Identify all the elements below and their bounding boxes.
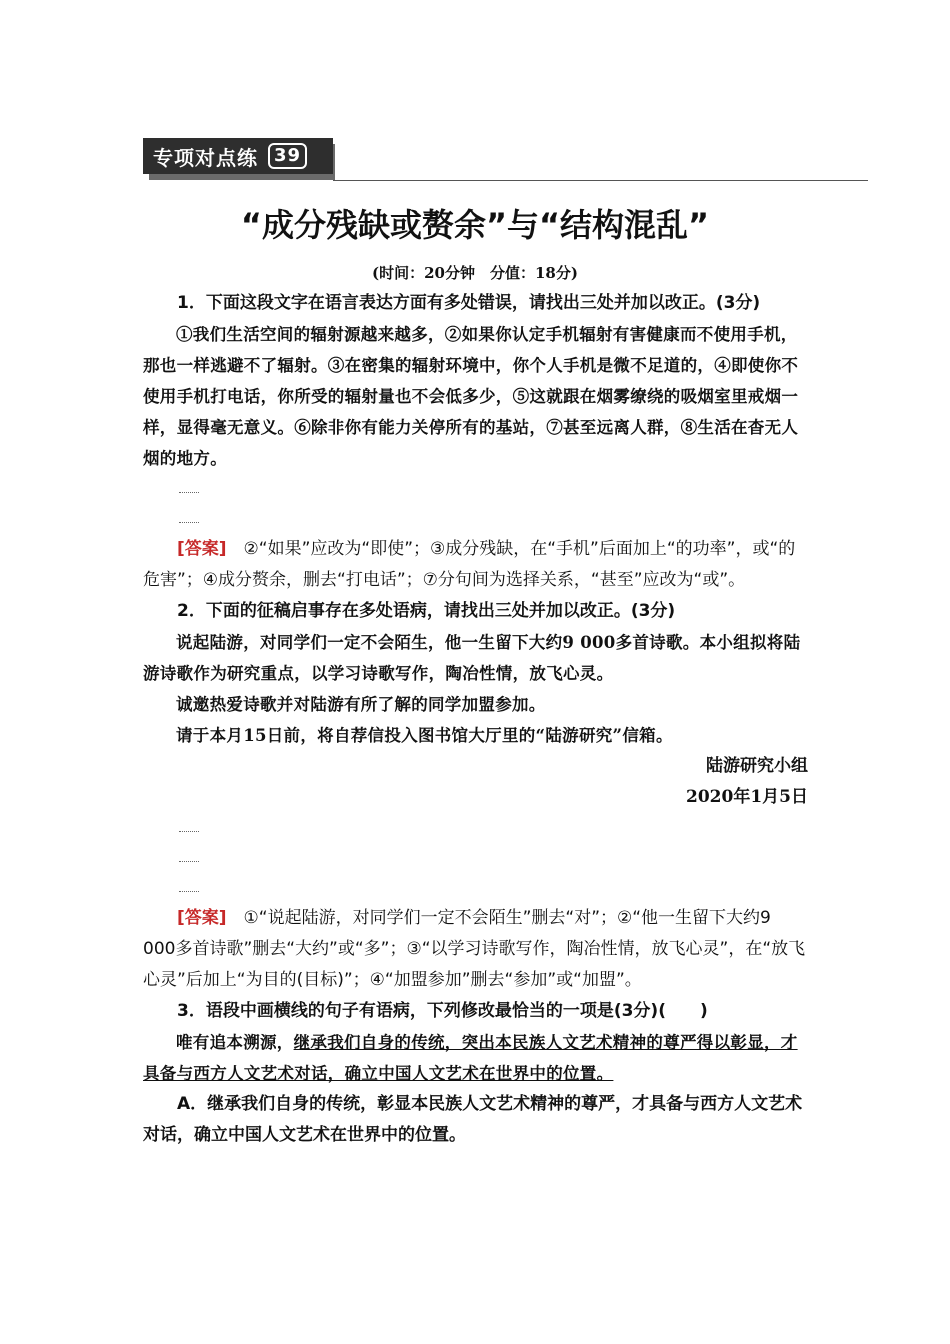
- answer-tag: [答案]: [177, 539, 227, 559]
- question-2-answer: [143, 903, 808, 996]
- passage-lead: 唯有追本溯源，: [176, 1033, 294, 1052]
- option-a: A．继承我们自身的传统，彰显本民族人文艺术精神的尊严，才具备与西方人文艺术对话，确立中国人文艺术在世界中的位置。: [143, 1094, 803, 1145]
- section-label: 专项对点练: [153, 145, 258, 170]
- answer-tag: [答案]: [177, 908, 227, 928]
- section-badge: [143, 138, 333, 174]
- question-2-para-3: 请于本月15日前，将自荐信投入图书馆大厅里的“陆游研究”信箱。: [176, 726, 673, 745]
- section-header: [143, 138, 343, 182]
- section-number: 39: [268, 143, 307, 169]
- question-2-para-2: 诚邀热爱诗歌并对陆游有所了解的同学加盟参加。: [176, 695, 546, 714]
- answer-blank: [143, 474, 808, 504]
- question-1-answer: [143, 534, 808, 596]
- answer-blank: [143, 843, 808, 873]
- answer-blank: [143, 873, 808, 903]
- question-1-passage: ①我们生活空间的辐射源越来越多，②如果你认定手机辐射有害健康而不使用手机，那也一样逃避不了辐射。③在密集的辐射环境中，你个人手机是微不足道的，④即使你不使用手机打电话，你所受的辐射量也不会低多少，⑤这就跟在烟雾缭绕的吸烟室里戒烟一样，显得毫无意义。⑥除非你有能力关停所有的基站，⑦甚至远离人群，⑧生活在杳无人烟的地方。: [143, 325, 799, 468]
- question-2-para-1: 说起陆游，对同学们一定不会陌生，他一生留下大约9 000多首诗歌。本小组拟将陆游诗歌作为研究重点，以学习诗歌写作，陶冶性情，放飞心灵。: [143, 633, 801, 683]
- time-score-info: (时间：20分钟 分值：18分): [372, 264, 578, 282]
- question-3: 3．语段中画横线的句子有语病，下列修改最恰当的一项是(3分)( ): [177, 1001, 708, 1021]
- header-divider: [333, 180, 868, 181]
- underlined-sentence: 继承我们自身的传统，突出本民族人文艺术精神的尊严得以彰显，才具备与西方人文艺术对话，确立中国人文艺术在世界中的位置。: [143, 1033, 798, 1083]
- question-1: 1．下面这段文字在语言表达方面有多处错误，请找出三处并加以改正。(3分): [177, 293, 761, 313]
- answer-text: ①“说起陆游，对同学们一定不会陌生”删去“对”；②“他一生留下大约9 000多首诗歌”删去“大约”或“多”；③“以学习诗歌写作，陶冶性情，放飞心灵”，在“放飞心灵”后加上“为目的(目标)”；④“加盟参加”删去“参加”或“加盟”。: [143, 908, 806, 990]
- notice-signature: 陆游研究小组: [706, 756, 808, 776]
- document-body: [143, 288, 808, 1151]
- answer-text: ②“如果”应改为“即使”；③成分残缺，在“手机”后面加上“的功率”，或“的危害”；④成分赘余，删去“打电话”；⑦分句间为选择关系，“甚至”应改为“或”。: [143, 539, 796, 590]
- notice-date: 2020年1月5日: [686, 787, 808, 807]
- page-title: “成分残缺或赘余”与“结构混乱”: [240, 206, 710, 244]
- answer-blank: [143, 813, 808, 843]
- answer-blank: [143, 504, 808, 534]
- question-2: 2．下面的征稿启事存在多处语病，请找出三处并加以改正。(3分): [177, 601, 676, 621]
- question-3-passage: [143, 1027, 808, 1089]
